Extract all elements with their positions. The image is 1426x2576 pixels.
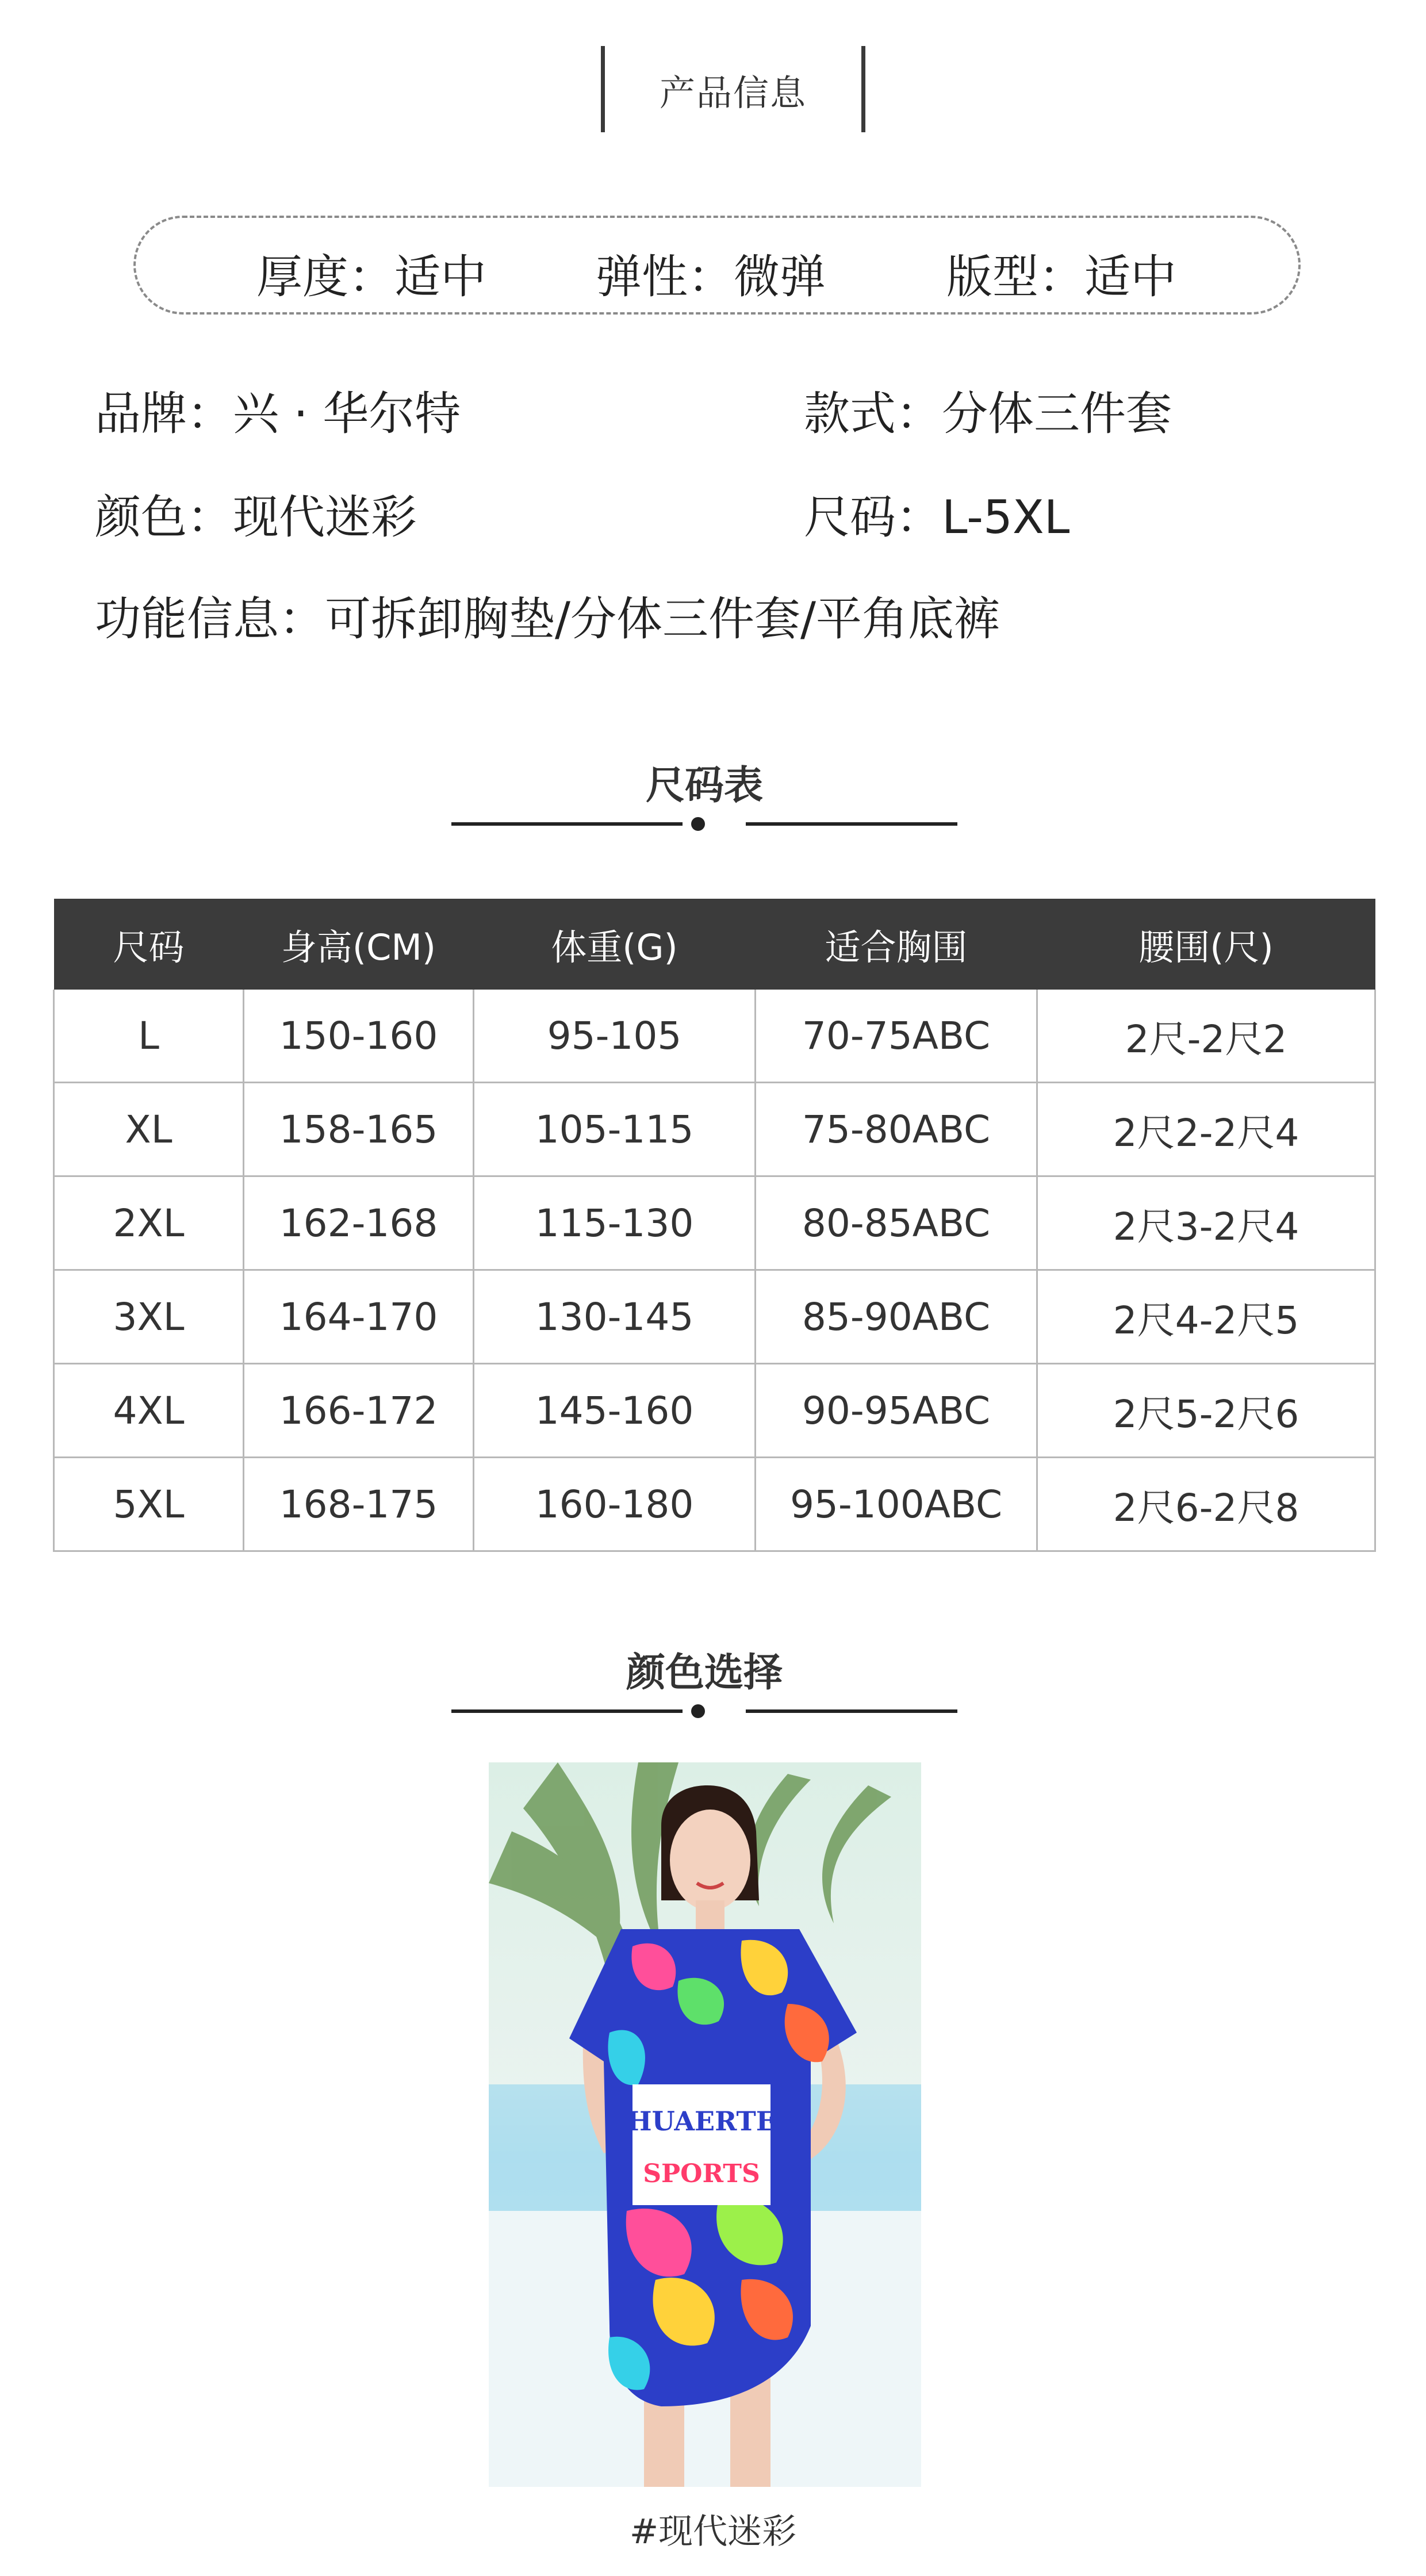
table-row	[54, 1270, 1375, 1364]
neck	[696, 1900, 724, 1929]
heading-line-right	[746, 1709, 957, 1713]
column-header: 身高(CM)	[244, 899, 474, 990]
heading-line-right	[746, 822, 957, 826]
table-row	[54, 1176, 1375, 1270]
height-cell: 158-165	[244, 1083, 474, 1176]
bust-cell: 75-80ABC	[756, 1083, 1037, 1176]
size-info: 尺码：L-5XL	[804, 490, 1070, 544]
height-cell: 164-170	[244, 1270, 474, 1364]
product-info-title: 产品信息	[659, 72, 807, 114]
elasticity-attribute: 弹性：微弹	[596, 250, 826, 304]
heading-line-left	[451, 1709, 683, 1713]
heading-line-left	[451, 822, 683, 826]
height-cell: 150-160	[244, 990, 474, 1083]
height-cell: 168-175	[244, 1458, 474, 1551]
product-photo[interactable]	[489, 1762, 921, 2487]
features-info: 功能信息：可拆卸胸垫/分体三件套/平角底裤	[95, 592, 1000, 646]
size-cell: XL	[54, 1083, 244, 1176]
attribute-pill	[133, 216, 1301, 315]
table-row	[54, 1083, 1375, 1176]
product-info-header	[601, 46, 865, 132]
bust-cell: 90-95ABC	[756, 1364, 1037, 1458]
fit-attribute: 版型：适中	[946, 250, 1176, 304]
height-cell: 166-172	[244, 1364, 474, 1458]
weight-cell: 145-160	[474, 1364, 756, 1458]
color-info: 颜色：现代迷彩	[95, 490, 417, 544]
weight-cell: 130-145	[474, 1270, 756, 1364]
height-cell: 162-168	[244, 1176, 474, 1270]
waist-cell: 2尺4-2尺5	[1037, 1270, 1375, 1364]
column-header: 腰围(尺)	[1037, 899, 1375, 990]
column-header: 适合胸围	[756, 899, 1037, 990]
size-cell: 4XL	[54, 1364, 244, 1458]
color-selection-heading	[451, 1642, 957, 1697]
size-chart-heading	[451, 754, 957, 810]
waist-cell: 2尺-2尺2	[1037, 990, 1375, 1083]
bust-cell: 70-75ABC	[756, 990, 1037, 1083]
size-table-header-row	[54, 899, 1375, 990]
heading-dot	[691, 1704, 705, 1718]
thickness-attribute: 厚度：适中	[256, 250, 486, 304]
bust-cell: 80-85ABC	[756, 1176, 1037, 1270]
waist-cell: 2尺6-2尺8	[1037, 1458, 1375, 1551]
size-cell: 3XL	[54, 1270, 244, 1364]
table-row	[54, 990, 1375, 1083]
face	[670, 1810, 750, 1911]
bust-cell: 95-100ABC	[756, 1458, 1037, 1551]
weight-cell: 160-180	[474, 1458, 756, 1551]
table-row	[54, 1458, 1375, 1551]
brand-info: 品牌：兴 · 华尔特	[95, 387, 461, 440]
waist-cell: 2尺3-2尺4	[1037, 1176, 1375, 1270]
style-info: 款式：分体三件套	[804, 387, 1172, 440]
heading-dot	[691, 817, 705, 831]
column-header: 体重(G)	[474, 899, 756, 990]
column-header: 尺码	[54, 899, 244, 990]
table-row	[54, 1364, 1375, 1458]
color-caption: #现代迷彩	[629, 2512, 797, 2552]
weight-cell: 95-105	[474, 990, 756, 1083]
color-selection-title: 颜色选择	[626, 1650, 783, 1696]
waist-cell: 2尺2-2尺4	[1037, 1083, 1375, 1176]
size-cell: 2XL	[54, 1176, 244, 1270]
header-right-bar	[861, 46, 865, 132]
size-cell: 5XL	[54, 1458, 244, 1551]
bust-cell: 85-90ABC	[756, 1270, 1037, 1364]
weight-cell: 115-130	[474, 1176, 756, 1270]
size-table	[53, 899, 1376, 1552]
size-chart-title: 尺码表	[645, 763, 763, 808]
print-text-line1: HUAERTE	[627, 2106, 776, 2137]
size-cell: L	[54, 990, 244, 1083]
print-text-line2: SPORTS	[643, 2159, 760, 2188]
waist-cell: 2尺5-2尺6	[1037, 1364, 1375, 1458]
weight-cell: 105-115	[474, 1083, 756, 1176]
